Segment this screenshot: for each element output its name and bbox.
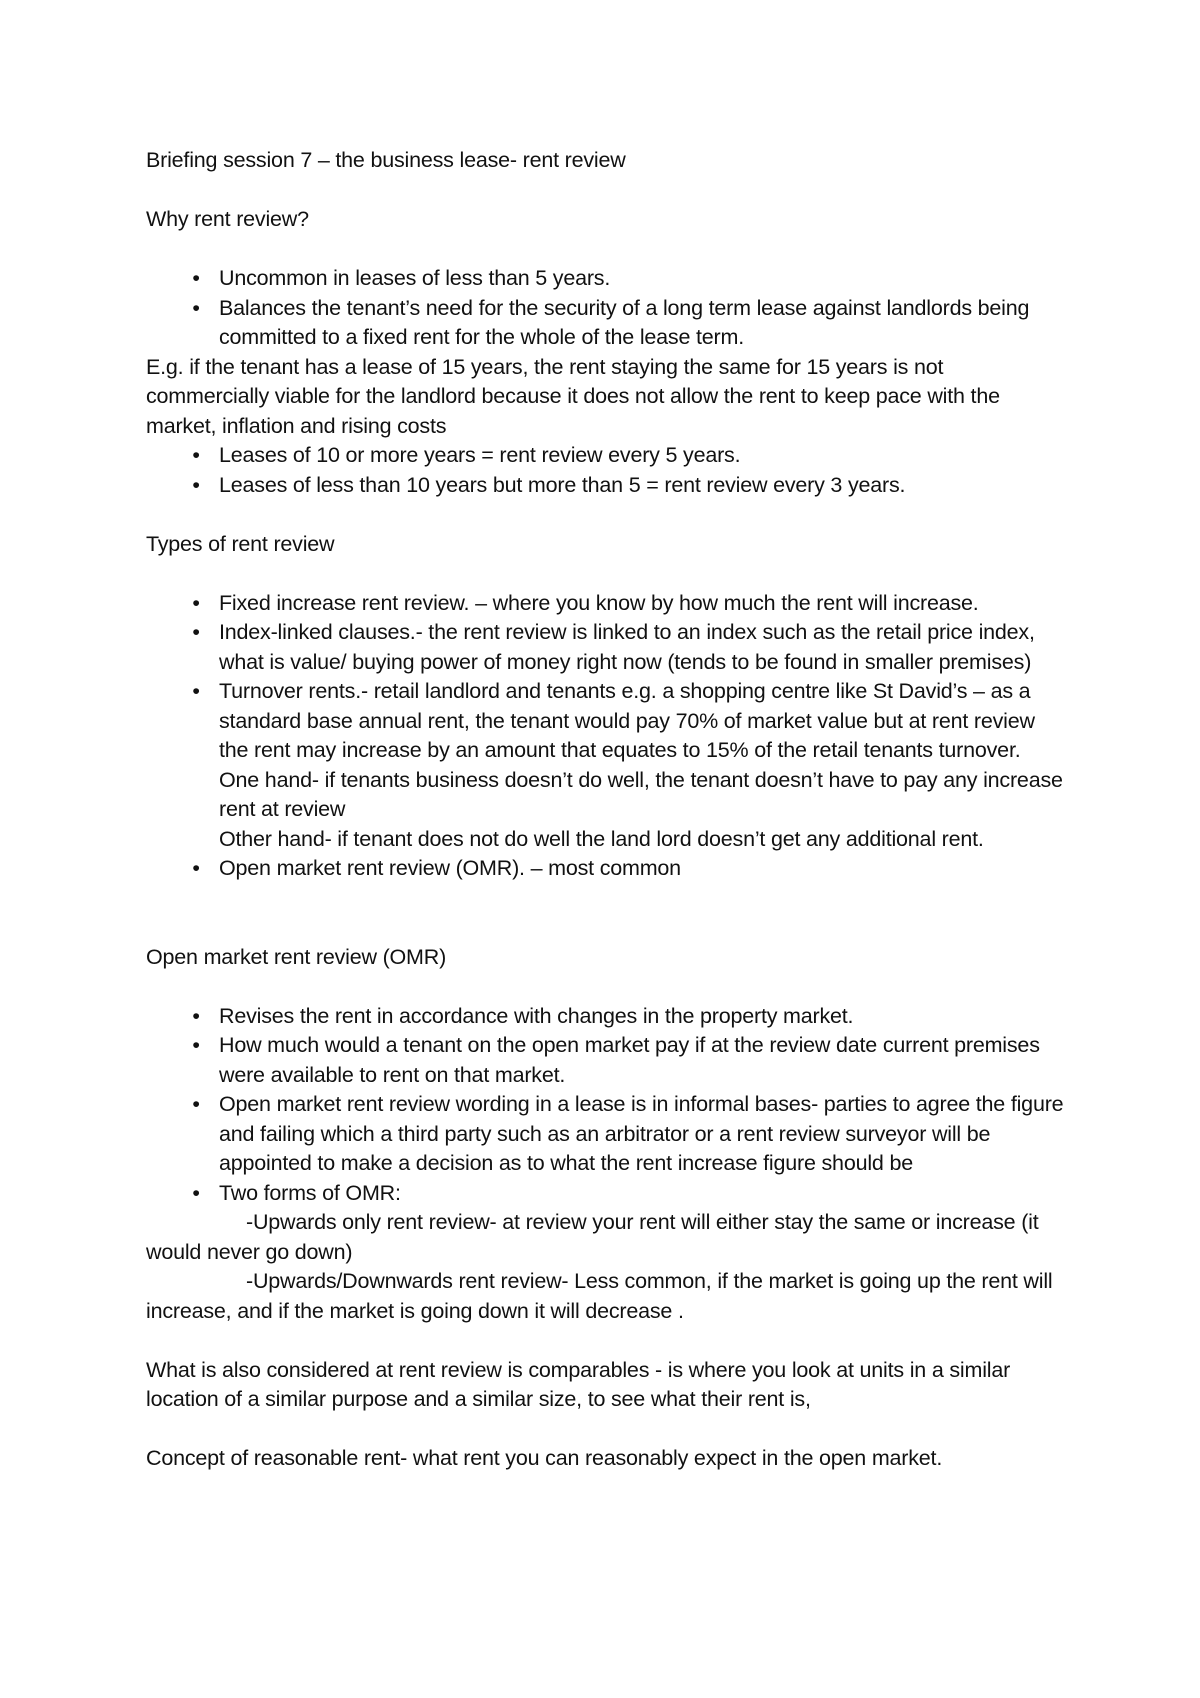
bullet-icon: • [192, 856, 200, 880]
document-body [146, 146, 1066, 1474]
omr-form-upwards-downwards: -Upwards/Downwards rent review- Less common, if the market is going up the rent will increase, and if the market is going down it will decrease . [146, 1269, 1053, 1323]
bullet-icon: • [192, 266, 200, 290]
section-heading-omr: Open market rent review (OMR) [146, 944, 447, 969]
bullet-list-omr [146, 1002, 1066, 1209]
list-item: • Fixed increase rent review. – where you know by how much the rent will increase. [146, 589, 1066, 619]
bullet-icon: • [192, 620, 200, 644]
list-item: • Uncommon in leases of less than 5 years. [146, 264, 1066, 294]
section-heading-types: Types of rent review [146, 531, 335, 556]
list-item: • Open market rent review (OMR). – most common [146, 854, 1066, 884]
bullet-icon: • [192, 1033, 200, 1057]
list-item: • Two forms of OMR: [146, 1179, 1066, 1209]
turnover-one-hand: One hand- if tenants business doesn’t do well, the tenant doesn’t have to pay any increase rent at review [219, 767, 1063, 821]
bullet-list-why-b [146, 441, 1066, 500]
bullet-icon: • [192, 679, 200, 703]
bullet-icon: • [192, 1003, 200, 1028]
bullet-icon: • [192, 590, 200, 615]
comparables-paragraph: What is also considered at rent review is comparables - is where you look at units in a similar location of a similar purpose and a similar size, to see what their rent is, [146, 1357, 1011, 1411]
list-item: • Turnover rents.- retail landlord and tenants e.g. a shopping centre like St David’s – as a standard base annual rent, the tenant would pay 70% of market value but at rent review the rent may increase by an amount that equates to 15% of the retail tenants turnover. One hand- if tenants business doesn’t do well, the tenant doesn’t have to pay any increase rent at review Other hand- if tenant does not do well the land lord doesn’t get any additional rent. [146, 677, 1066, 854]
list-item: • Leases of 10 or more years = rent review every 5 years. [146, 441, 1066, 471]
list-item: • Index-linked clauses.- the rent review is linked to an index such as the retail price index, what is value/ buying power of money right now (tends to be found in smaller premises) [146, 618, 1066, 677]
list-item: • How much would a tenant on the open market pay if at the review date current premises were available to rent on that market. [146, 1031, 1066, 1090]
bullet-icon: • [192, 1092, 200, 1116]
document-title: Briefing session 7 – the business lease- rent review [146, 148, 626, 172]
list-item: • Revises the rent in accordance with changes in the property market. [146, 1002, 1066, 1032]
list-item: • Balances the tenant’s need for the security of a long term lease against landlords being committed to a fixed rent for the whole of the lease term. [146, 294, 1066, 353]
section-heading-why-rent-review: Why rent review? [146, 207, 309, 231]
omr-form-upwards-only: -Upwards only rent review- at review your rent will either stay the same or increase (it would never go down) [146, 1210, 1039, 1264]
bullet-icon: • [192, 443, 200, 467]
bullet-list-types [146, 589, 1066, 884]
list-item: • Leases of less than 10 years but more than 5 = rent review every 3 years. [146, 471, 1066, 501]
turnover-other-hand: Other hand- if tenant does not do well the land lord doesn’t get any additional rent. [219, 826, 984, 851]
bullet-list-why-a [146, 264, 1066, 353]
list-item: • Open market rent review wording in a lease is in informal bases- parties to agree the figure and failing which a third party such as an arbitrator or a rent review surveyor will be appointed to make a decision as to what the rent increase figure should be [146, 1090, 1066, 1179]
bullet-icon: • [192, 472, 200, 497]
bullet-icon: • [192, 295, 200, 320]
bullet-icon: • [192, 1180, 200, 1205]
reasonable-rent-paragraph: Concept of reasonable rent- what rent you can reasonably expect in the open market. [146, 1446, 943, 1470]
example-paragraph: E.g. if the tenant has a lease of 15 years, the rent staying the same for 15 years is not commercially viable for the landlord because it does not allow the rent to keep pace with the market, inflation and rising costs [146, 354, 1000, 438]
